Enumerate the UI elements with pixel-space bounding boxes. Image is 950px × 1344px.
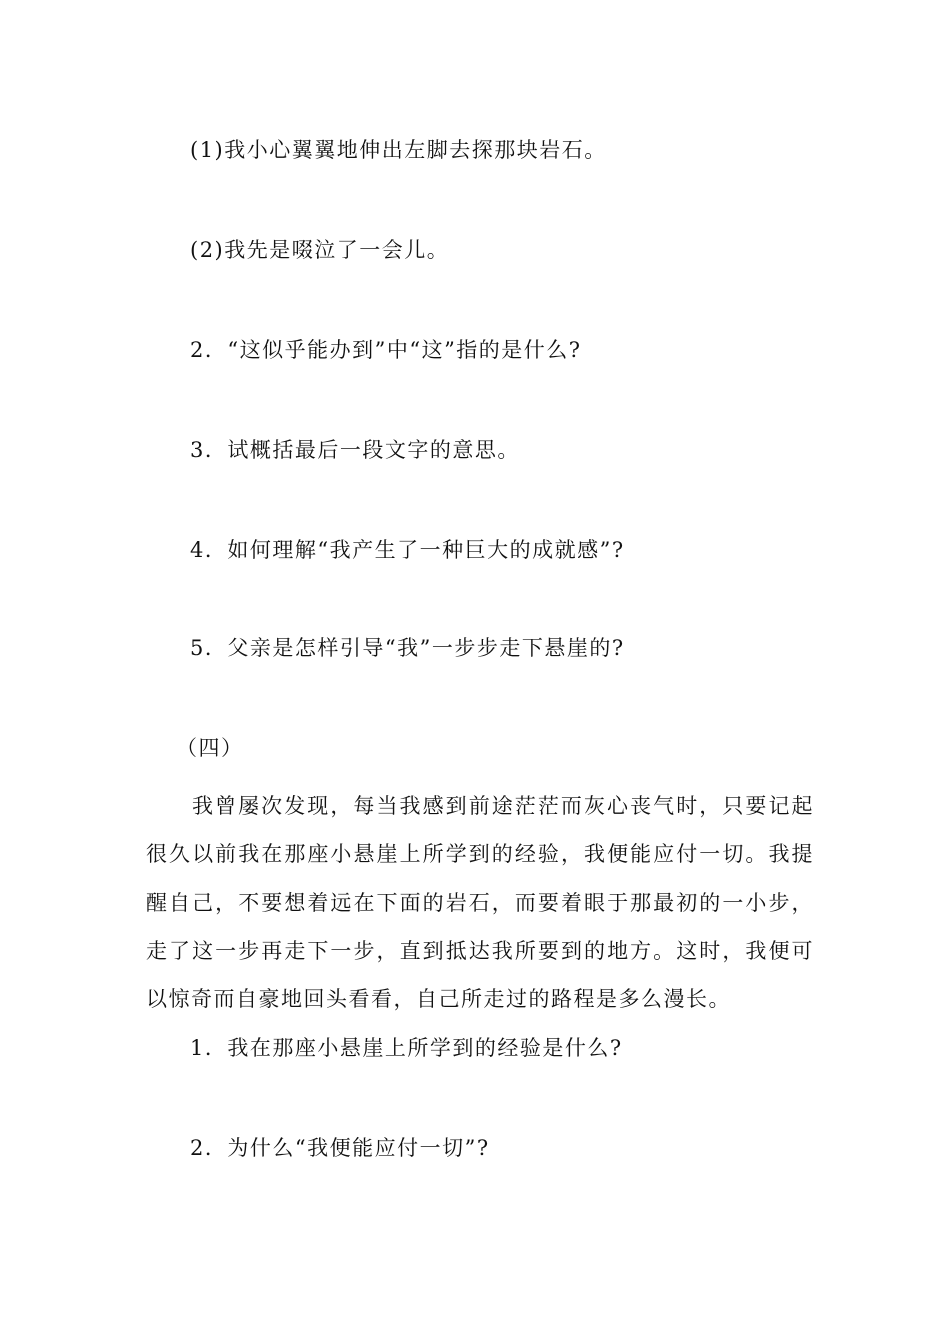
question-item-2: (2)我先是啜泣了一会儿。 xyxy=(190,238,450,262)
section-question-1: 1．我在那座小悬崖上所学到的经验是什么? xyxy=(190,1036,623,1060)
question-item-6: 5．父亲是怎样引导“我”一步步走下悬崖的? xyxy=(190,636,625,660)
question-item-5: 4．如何理解“我产生了一种巨大的成就感”? xyxy=(190,538,625,562)
section-question-2: 2．为什么“我便能应付一切”? xyxy=(190,1136,490,1160)
question-item-3: 2．“这似乎能办到”中“这”指的是什么? xyxy=(190,338,582,362)
question-item-4: 3．试概括最后一段文字的意思。 xyxy=(190,438,520,462)
question-item-1: (1)我小心翼翼地伸出左脚去探那块岩石。 xyxy=(190,138,607,162)
reading-passage: 我曾屡次发现，每当我感到前途茫茫而灰心丧气时，只要记起很久以前我在那座小悬崖上所学到的经验，我便能应付一切。我提醒自己，不要想着远在下面的岩石，而要着眼于那最初的一小步，走了这一步再走下一步，直到抵达我所要到的地方。这时，我便可以惊奇而自豪地回头看看，自己所走过的路程是多么漫长。 xyxy=(146,794,814,1012)
section-heading: （四） xyxy=(176,736,244,760)
